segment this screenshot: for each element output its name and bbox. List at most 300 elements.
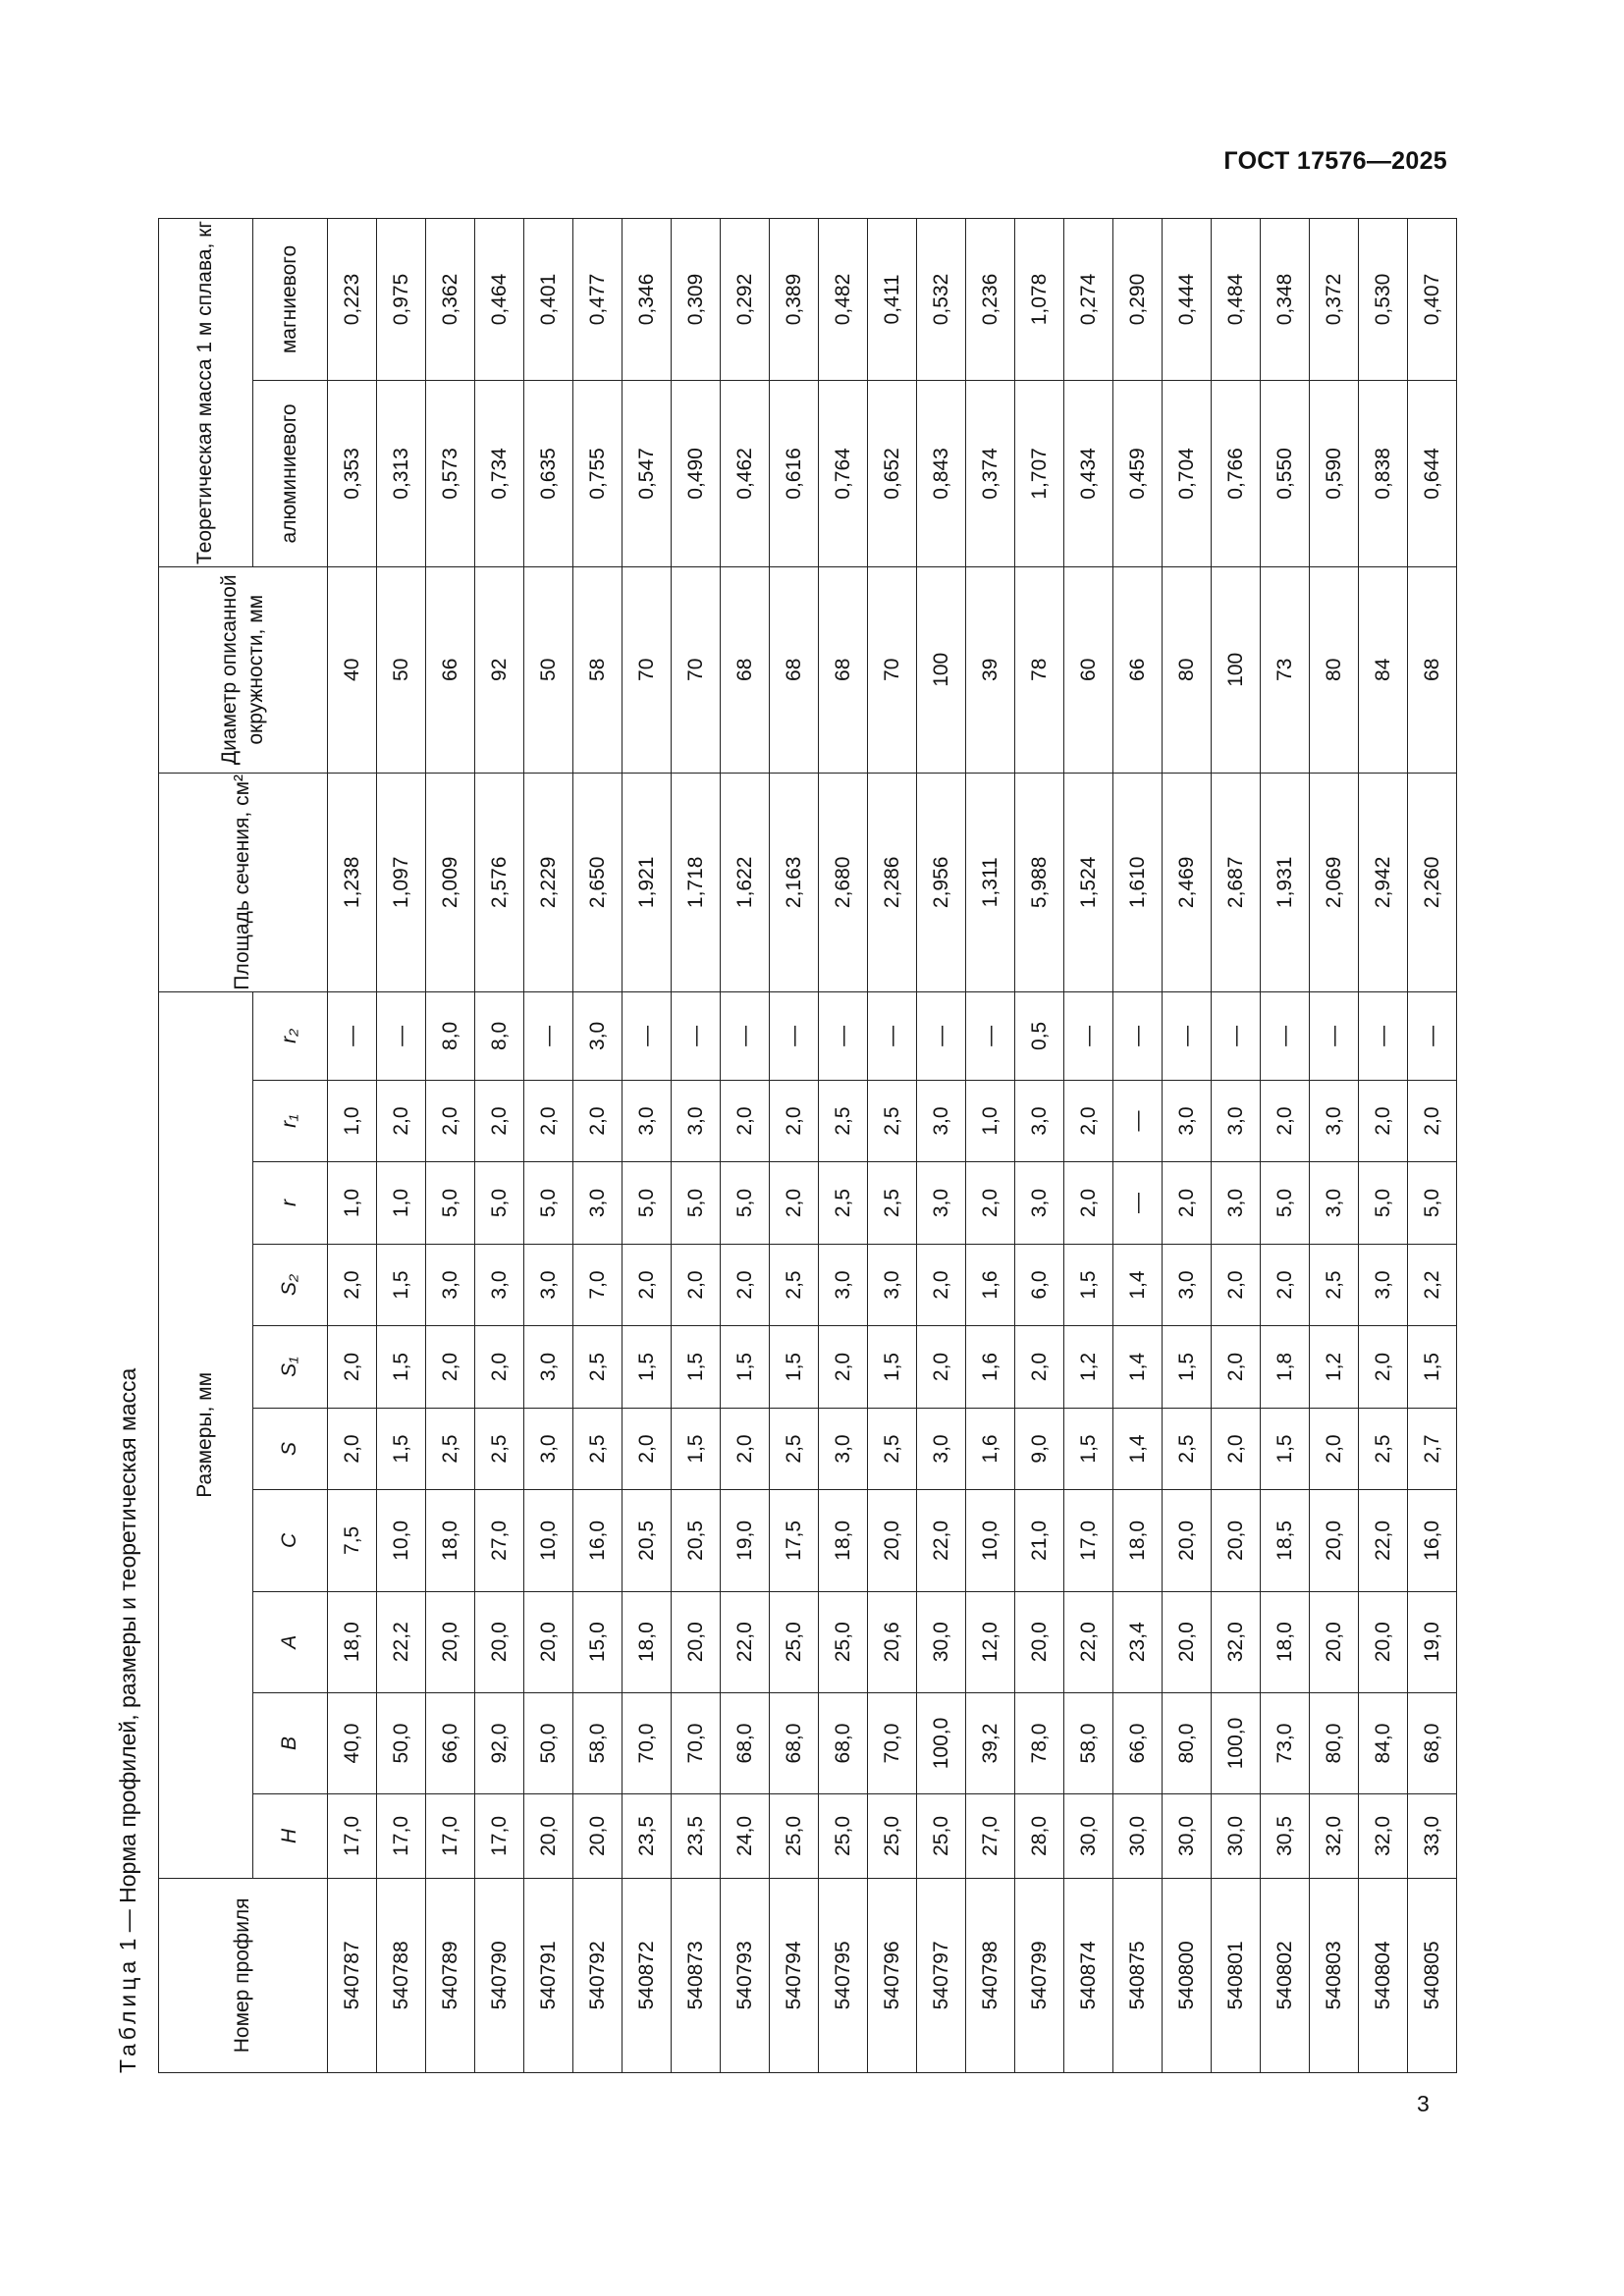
table-cell: 3,0 bbox=[1310, 1080, 1359, 1161]
table-cell: 68 bbox=[819, 566, 868, 773]
table-cell: 60 bbox=[1064, 566, 1113, 773]
table-cell: 66 bbox=[1113, 566, 1163, 773]
table-cell: 2,0 bbox=[1015, 1326, 1064, 1408]
table-cell: 2,163 bbox=[770, 773, 819, 991]
table-cell: 92 bbox=[475, 566, 524, 773]
table-cell: 20,0 bbox=[1212, 1490, 1261, 1591]
table-cell: 2,5 bbox=[1359, 1408, 1408, 1489]
table-cell: 2,680 bbox=[819, 773, 868, 991]
dim-header: r₂ bbox=[253, 991, 328, 1080]
table-cell: 23,4 bbox=[1113, 1591, 1163, 1692]
table-cell: 58 bbox=[573, 566, 623, 773]
table-cell: 1,5 bbox=[1408, 1326, 1457, 1408]
table-cell: 2,0 bbox=[1212, 1408, 1261, 1489]
table-cell: — bbox=[623, 991, 672, 1080]
table-cell: 30,5 bbox=[1261, 1794, 1310, 1879]
table-cell: 2,5 bbox=[819, 1162, 868, 1244]
table-cell: 5,0 bbox=[721, 1162, 770, 1244]
table-cell: 20,6 bbox=[868, 1591, 917, 1692]
table-cell: 20,5 bbox=[623, 1490, 672, 1591]
table-cell: 20,0 bbox=[524, 1794, 573, 1879]
table-cell: 17,0 bbox=[1064, 1490, 1113, 1591]
table-cell: 70 bbox=[868, 566, 917, 773]
table-cell: 25,0 bbox=[819, 1591, 868, 1692]
table-cell: 20,0 bbox=[1163, 1591, 1212, 1692]
table-cell: 1,5 bbox=[868, 1326, 917, 1408]
table-row bbox=[1163, 219, 1212, 2073]
table-cell: 84 bbox=[1359, 566, 1408, 773]
rotated-table-block bbox=[115, 218, 1443, 2073]
dim-header: A bbox=[253, 1591, 328, 1692]
table-cell: 2,0 bbox=[623, 1408, 672, 1489]
table-cell: 1,2 bbox=[1064, 1326, 1113, 1408]
table-cell: 24,0 bbox=[721, 1794, 770, 1879]
table-cell: 540800 bbox=[1163, 1878, 1212, 2072]
table-cell: 3,0 bbox=[1359, 1244, 1408, 1325]
table-cell: — bbox=[1408, 991, 1457, 1080]
table-cell: 5,0 bbox=[1261, 1162, 1310, 1244]
table-cell: 540801 bbox=[1212, 1878, 1261, 2072]
page-number: 3 bbox=[1417, 2091, 1430, 2116]
table-cell: 2,0 bbox=[1408, 1080, 1457, 1161]
table-cell: 2,956 bbox=[917, 773, 966, 991]
table-cell: 50,0 bbox=[377, 1692, 426, 1793]
table-row bbox=[1064, 219, 1113, 2073]
table-cell: 8,0 bbox=[475, 991, 524, 1080]
table-cell: — bbox=[1212, 991, 1261, 1080]
table-row bbox=[819, 219, 868, 2073]
table-cell: 540805 bbox=[1408, 1878, 1457, 2072]
table-cell: 2,5 bbox=[1310, 1244, 1359, 1325]
table-cell: 25,0 bbox=[819, 1794, 868, 1879]
table-cell: 0,313 bbox=[377, 380, 426, 566]
table-cell: 540804 bbox=[1359, 1878, 1408, 2072]
table-cell: — bbox=[672, 991, 721, 1080]
table-cell: — bbox=[524, 991, 573, 1080]
table-cell: 1,622 bbox=[721, 773, 770, 991]
table-cell: 0,374 bbox=[966, 380, 1015, 566]
table-cell: 0,236 bbox=[966, 219, 1015, 381]
table-cell: 68,0 bbox=[1408, 1692, 1457, 1793]
table-cell: 27,0 bbox=[966, 1794, 1015, 1879]
table-cell: — bbox=[770, 991, 819, 1080]
table-cell: 50 bbox=[524, 566, 573, 773]
table-cell: 2,0 bbox=[524, 1080, 573, 1161]
table-cell: 66,0 bbox=[1113, 1692, 1163, 1793]
table-cell: 0,274 bbox=[1064, 219, 1113, 381]
table-cell: 20,0 bbox=[1359, 1591, 1408, 1692]
table-cell: — bbox=[819, 991, 868, 1080]
table-cell: 0,550 bbox=[1261, 380, 1310, 566]
table-cell: — bbox=[868, 991, 917, 1080]
table-cell: 39 bbox=[966, 566, 1015, 773]
table-cell: — bbox=[966, 991, 1015, 1080]
table-cell: 3,0 bbox=[917, 1408, 966, 1489]
table-cell: 73,0 bbox=[1261, 1692, 1310, 1793]
table-cell: 32,0 bbox=[1310, 1794, 1359, 1879]
table-cell: 2,286 bbox=[868, 773, 917, 991]
table-cell: 15,0 bbox=[573, 1591, 623, 1692]
table-cell: 68,0 bbox=[721, 1692, 770, 1793]
table-cell: 2,0 bbox=[966, 1162, 1015, 1244]
table-cell: 39,2 bbox=[966, 1692, 1015, 1793]
table-cell: 1,2 bbox=[1310, 1326, 1359, 1408]
table-cell: 7,0 bbox=[573, 1244, 623, 1325]
table-cell: 2,5 bbox=[819, 1080, 868, 1161]
table-cell: 3,0 bbox=[1163, 1080, 1212, 1161]
table-cell: — bbox=[721, 991, 770, 1080]
table-cell: 2,469 bbox=[1163, 773, 1212, 991]
table-cell: 58,0 bbox=[1064, 1692, 1113, 1793]
table-cell: 1,5 bbox=[377, 1408, 426, 1489]
table-cell: 1,5 bbox=[1163, 1326, 1212, 1408]
table-cell: 70,0 bbox=[868, 1692, 917, 1793]
table-cell: 0,766 bbox=[1212, 380, 1261, 566]
table-cell: 30,0 bbox=[1212, 1794, 1261, 1879]
table-cell: 3,0 bbox=[573, 1162, 623, 1244]
table-caption-text: 1 — Норма профилей, размеры и теоретическая масса bbox=[115, 1367, 140, 1957]
table-cell: 6,0 bbox=[1015, 1244, 1064, 1325]
table-cell: 33,0 bbox=[1408, 1794, 1457, 1879]
table-cell: 2,0 bbox=[1064, 1080, 1113, 1161]
table-cell: 0,309 bbox=[672, 219, 721, 381]
table-cell: 0,346 bbox=[623, 219, 672, 381]
table-cell: 0,434 bbox=[1064, 380, 1113, 566]
table-cell: 2,0 bbox=[623, 1244, 672, 1325]
table-cell: 1,718 bbox=[672, 773, 721, 991]
table-cell: 0,530 bbox=[1359, 219, 1408, 381]
table-cell: 32,0 bbox=[1212, 1591, 1261, 1692]
table-cell: 540791 bbox=[524, 1878, 573, 2072]
table-cell: 20,0 bbox=[475, 1591, 524, 1692]
table-cell: 30,0 bbox=[1064, 1794, 1113, 1879]
table-cell: — bbox=[1064, 991, 1113, 1080]
table-cell: 20,0 bbox=[1015, 1591, 1064, 1692]
col-mass-aluminum: алюминиевого bbox=[253, 380, 328, 566]
table-cell: 3,0 bbox=[672, 1080, 721, 1161]
table-cell: 1,5 bbox=[377, 1244, 426, 1325]
table-cell: 0,407 bbox=[1408, 219, 1457, 381]
table-cell: 1,921 bbox=[623, 773, 672, 991]
table-cell: 20,0 bbox=[868, 1490, 917, 1591]
table-cell: 23,5 bbox=[672, 1794, 721, 1879]
table-cell: 32,0 bbox=[1359, 1794, 1408, 1879]
table-cell: 5,0 bbox=[1359, 1162, 1408, 1244]
table-cell: 0,348 bbox=[1261, 219, 1310, 381]
table-cell: 2,229 bbox=[524, 773, 573, 991]
table-cell: 22,0 bbox=[1064, 1591, 1113, 1692]
table-cell: 0,490 bbox=[672, 380, 721, 566]
table-cell: 3,0 bbox=[1163, 1244, 1212, 1325]
table-cell: 3,0 bbox=[1212, 1080, 1261, 1161]
table-cell: 2,5 bbox=[868, 1080, 917, 1161]
table-cell: 78,0 bbox=[1015, 1692, 1064, 1793]
table-cell: 540795 bbox=[819, 1878, 868, 2072]
table-cell: 80,0 bbox=[1163, 1692, 1212, 1793]
table-cell: 27,0 bbox=[475, 1490, 524, 1591]
table-cell: 0,401 bbox=[524, 219, 573, 381]
table-cell: 2,0 bbox=[1163, 1162, 1212, 1244]
table-cell: 18,0 bbox=[819, 1490, 868, 1591]
table-cell: 20,5 bbox=[672, 1490, 721, 1591]
table-cell: 19,0 bbox=[721, 1490, 770, 1591]
table-cell: 1,0 bbox=[328, 1162, 377, 1244]
table-cell: 540788 bbox=[377, 1878, 426, 2072]
table-cell: 70,0 bbox=[623, 1692, 672, 1793]
table-cell: 3,0 bbox=[917, 1162, 966, 1244]
table-cell: 25,0 bbox=[868, 1794, 917, 1879]
table-cell: 0,223 bbox=[328, 219, 377, 381]
table-cell: 2,5 bbox=[770, 1408, 819, 1489]
table-cell: 73 bbox=[1261, 566, 1310, 773]
table-cell: 540794 bbox=[770, 1878, 819, 2072]
table-cell: 0,573 bbox=[426, 380, 475, 566]
table-cell: 1,931 bbox=[1261, 773, 1310, 991]
table-cell: 80,0 bbox=[1310, 1692, 1359, 1793]
table-row bbox=[426, 219, 475, 2073]
table-cell: 2,0 bbox=[475, 1326, 524, 1408]
table-cell: 1,0 bbox=[966, 1080, 1015, 1161]
table-cell: 540792 bbox=[573, 1878, 623, 2072]
table-cell: 0,755 bbox=[573, 380, 623, 566]
table-cell: 17,0 bbox=[475, 1794, 524, 1879]
table-cell: 10,0 bbox=[966, 1490, 1015, 1591]
table-cell: 2,0 bbox=[770, 1080, 819, 1161]
table-row bbox=[770, 219, 819, 2073]
table-cell: 2,0 bbox=[721, 1408, 770, 1489]
table-cell: 2,0 bbox=[721, 1244, 770, 1325]
table-cell: 18,0 bbox=[623, 1591, 672, 1692]
table-cell: 17,5 bbox=[770, 1490, 819, 1591]
table-cell: 2,0 bbox=[328, 1326, 377, 1408]
table-row bbox=[1310, 219, 1359, 2073]
table-cell: 20,0 bbox=[524, 1591, 573, 1692]
table-cell: 20,0 bbox=[1163, 1490, 1212, 1591]
table-cell: 84,0 bbox=[1359, 1692, 1408, 1793]
table-cell: 540873 bbox=[672, 1878, 721, 2072]
table-cell: 68,0 bbox=[819, 1692, 868, 1793]
table-row bbox=[1408, 219, 1457, 2073]
table-cell: 2,0 bbox=[672, 1244, 721, 1325]
table-cell: 0,372 bbox=[1310, 219, 1359, 381]
table-cell: 58,0 bbox=[573, 1692, 623, 1793]
table-cell: 2,0 bbox=[770, 1162, 819, 1244]
table-cell: 3,0 bbox=[1310, 1162, 1359, 1244]
table-cell: 2,0 bbox=[426, 1080, 475, 1161]
table-cell: 2,0 bbox=[721, 1080, 770, 1161]
table-cell: 1,5 bbox=[1064, 1408, 1113, 1489]
table-row bbox=[1212, 219, 1261, 2073]
table-cell: 22,2 bbox=[377, 1591, 426, 1692]
table-cell: 100,0 bbox=[917, 1692, 966, 1793]
table-cell: 3,0 bbox=[868, 1244, 917, 1325]
table-cell: 3,0 bbox=[573, 991, 623, 1080]
table-row bbox=[475, 219, 524, 2073]
table-cell: 100 bbox=[917, 566, 966, 773]
table-cell: 30,0 bbox=[917, 1591, 966, 1692]
table-cell: 540874 bbox=[1064, 1878, 1113, 2072]
table-cell: 5,0 bbox=[524, 1162, 573, 1244]
table-cell: 2,650 bbox=[573, 773, 623, 991]
table-cell: 1,4 bbox=[1113, 1408, 1163, 1489]
table-cell: 10,0 bbox=[377, 1490, 426, 1591]
table-cell: 2,5 bbox=[868, 1162, 917, 1244]
table-cell: 1,6 bbox=[966, 1326, 1015, 1408]
table-cell: 18,0 bbox=[1261, 1591, 1310, 1692]
table-row bbox=[868, 219, 917, 2073]
table-row bbox=[1261, 219, 1310, 2073]
table-cell: 70,0 bbox=[672, 1692, 721, 1793]
col-mass-magnesium: магниевого bbox=[253, 219, 328, 381]
table-cell: 9,0 bbox=[1015, 1408, 1064, 1489]
table-cell: 0,975 bbox=[377, 219, 426, 381]
table-cell: 2,0 bbox=[1212, 1326, 1261, 1408]
dim-header: C bbox=[253, 1490, 328, 1591]
table-cell: 2,0 bbox=[475, 1080, 524, 1161]
table-cell: 22,0 bbox=[1359, 1490, 1408, 1591]
table-cell: 3,0 bbox=[819, 1244, 868, 1325]
table-cell: 2,260 bbox=[1408, 773, 1457, 991]
table-cell: 0,843 bbox=[917, 380, 966, 566]
table-cell: 100 bbox=[1212, 566, 1261, 773]
table-cell: — bbox=[1163, 991, 1212, 1080]
table-cell: 30,0 bbox=[1163, 1794, 1212, 1879]
table-cell: 5,0 bbox=[426, 1162, 475, 1244]
table-row bbox=[672, 219, 721, 2073]
dim-header: r₁ bbox=[253, 1080, 328, 1161]
table-cell: 50 bbox=[377, 566, 426, 773]
table-cell: 0,292 bbox=[721, 219, 770, 381]
table-cell: 2,5 bbox=[475, 1408, 524, 1489]
table-cell: 1,5 bbox=[672, 1326, 721, 1408]
table-row bbox=[573, 219, 623, 2073]
table-cell: 40,0 bbox=[328, 1692, 377, 1793]
table-cell: 2,069 bbox=[1310, 773, 1359, 991]
dim-header: S bbox=[253, 1408, 328, 1489]
table-cell: 0,704 bbox=[1163, 380, 1212, 566]
table-cell: — bbox=[1310, 991, 1359, 1080]
table-cell: 2,5 bbox=[770, 1244, 819, 1325]
table-cell: 1,5 bbox=[623, 1326, 672, 1408]
table-cell: 2,0 bbox=[328, 1244, 377, 1325]
table-cell: 1,5 bbox=[1261, 1408, 1310, 1489]
table-cell: 0,459 bbox=[1113, 380, 1163, 566]
table-cell: — bbox=[377, 991, 426, 1080]
table-cell: 1,610 bbox=[1113, 773, 1163, 991]
table-row bbox=[1359, 219, 1408, 2073]
table-cell: 540802 bbox=[1261, 1878, 1310, 2072]
table-cell: 2,687 bbox=[1212, 773, 1261, 991]
table-cell: 0,635 bbox=[524, 380, 573, 566]
table-cell: 7,5 bbox=[328, 1490, 377, 1591]
table-cell: 25,0 bbox=[917, 1794, 966, 1879]
table-cell: 68 bbox=[1408, 566, 1457, 773]
table-cell: 2,7 bbox=[1408, 1408, 1457, 1489]
table-cell: 540796 bbox=[868, 1878, 917, 2072]
table-cell: 30,0 bbox=[1113, 1794, 1163, 1879]
table-cell: 0,547 bbox=[623, 380, 672, 566]
table-cell: 0,444 bbox=[1163, 219, 1212, 381]
table-cell: 0,590 bbox=[1310, 380, 1359, 566]
table-cell: 1,6 bbox=[966, 1244, 1015, 1325]
table-cell: 68 bbox=[721, 566, 770, 773]
table-cell: 2,942 bbox=[1359, 773, 1408, 991]
col-dimensions: Размеры, мм bbox=[159, 991, 253, 1878]
table-cell: 0,838 bbox=[1359, 380, 1408, 566]
table-cell: 0,532 bbox=[917, 219, 966, 381]
table-cell: 40 bbox=[328, 566, 377, 773]
table-row bbox=[1113, 219, 1163, 2073]
table-cell: 1,078 bbox=[1015, 219, 1064, 381]
table-cell: 78 bbox=[1015, 566, 1064, 773]
table-caption-label: Таблица bbox=[115, 1956, 140, 2073]
table-row bbox=[524, 219, 573, 2073]
col-profile-number: Номер профиля bbox=[159, 1878, 328, 2072]
dim-header: S₁ bbox=[253, 1326, 328, 1408]
table-row bbox=[623, 219, 672, 2073]
table-row bbox=[328, 219, 377, 2073]
table-cell: 3,0 bbox=[524, 1408, 573, 1489]
table-cell: 540787 bbox=[328, 1878, 377, 2072]
dim-header: H bbox=[253, 1794, 328, 1879]
table-cell: 3,0 bbox=[524, 1326, 573, 1408]
table-cell: 2,0 bbox=[328, 1408, 377, 1489]
table-cell: 2,009 bbox=[426, 773, 475, 991]
table-cell: 12,0 bbox=[966, 1591, 1015, 1692]
table-cell: 540799 bbox=[1015, 1878, 1064, 2072]
table-cell: 0,5 bbox=[1015, 991, 1064, 1080]
table-cell: 16,0 bbox=[573, 1490, 623, 1591]
table-cell: — bbox=[1113, 1162, 1163, 1244]
table-cell: 1,5 bbox=[770, 1326, 819, 1408]
table-cell: 0,477 bbox=[573, 219, 623, 381]
table-caption bbox=[115, 1368, 141, 2073]
table-cell: 2,0 bbox=[1359, 1326, 1408, 1408]
table-cell: 1,4 bbox=[1113, 1326, 1163, 1408]
table-cell: — bbox=[1359, 991, 1408, 1080]
table-cell: 2,0 bbox=[1064, 1162, 1113, 1244]
table-cell: 540797 bbox=[917, 1878, 966, 2072]
table-cell: 3,0 bbox=[1015, 1080, 1064, 1161]
table-cell: 8,0 bbox=[426, 991, 475, 1080]
table-cell: 0,616 bbox=[770, 380, 819, 566]
table-cell: 5,0 bbox=[623, 1162, 672, 1244]
table-cell: 1,097 bbox=[377, 773, 426, 991]
table-cell: 0,389 bbox=[770, 219, 819, 381]
table-cell: 0,734 bbox=[475, 380, 524, 566]
col-theoretical-mass: Теоретическая масса 1 м сплава, кг bbox=[159, 219, 253, 567]
table-cell: 1,311 bbox=[966, 773, 1015, 991]
table-cell: 21,0 bbox=[1015, 1490, 1064, 1591]
table-cell: 16,0 bbox=[1408, 1490, 1457, 1591]
table-cell: 25,0 bbox=[770, 1591, 819, 1692]
table-cell: — bbox=[1113, 1080, 1163, 1161]
table-cell: 2,0 bbox=[426, 1326, 475, 1408]
table-cell: 22,0 bbox=[721, 1591, 770, 1692]
table-cell: 70 bbox=[623, 566, 672, 773]
table-cell: 18,0 bbox=[1113, 1490, 1163, 1591]
table-cell: 2,0 bbox=[917, 1244, 966, 1325]
table-cell: 3,0 bbox=[1212, 1162, 1261, 1244]
table-cell: 20,0 bbox=[1310, 1591, 1359, 1692]
table-cell: 1,0 bbox=[328, 1080, 377, 1161]
table-cell: 5,988 bbox=[1015, 773, 1064, 991]
table-cell: 0,484 bbox=[1212, 219, 1261, 381]
dim-header: r bbox=[253, 1162, 328, 1244]
table-cell: 100,0 bbox=[1212, 1692, 1261, 1793]
table-cell: 1,5 bbox=[721, 1326, 770, 1408]
table-row bbox=[966, 219, 1015, 2073]
